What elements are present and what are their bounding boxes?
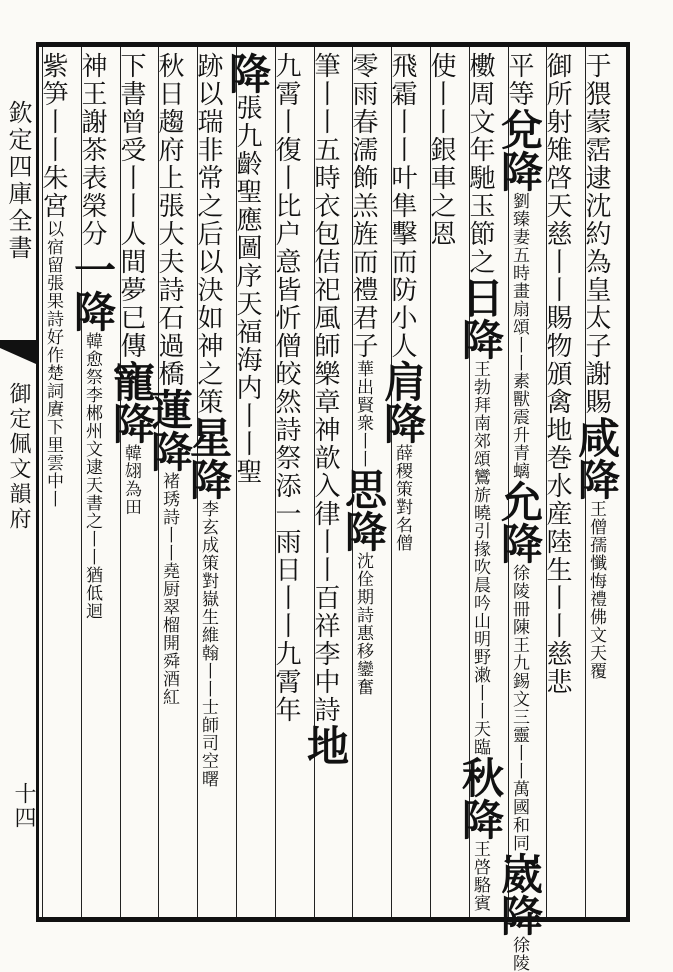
body-text: 零雨春濡飾羔旌而禮君子 xyxy=(348,52,378,360)
headword: 崴降 xyxy=(495,852,544,936)
annotation-text: 以宿留張果詩好作楚詞賡下里雲中丨 xyxy=(43,220,63,508)
frame-right-border xyxy=(626,42,630,922)
headword: 蓮降 xyxy=(145,388,194,472)
annotation-text: 薛稷策對名僧 xyxy=(392,444,412,552)
body-text: 飛霜丨丨叶隼擊而防小人 xyxy=(387,52,417,360)
annotation-text: 褚琇詩丨丨堯厨翠榴開舜酒紅 xyxy=(159,472,179,706)
headword: 寵降 xyxy=(107,360,156,444)
annotation-text: 韓愈祭李郴州文逮天書之丨丨猶低迴 xyxy=(82,332,102,620)
annotation-text: 徐陵冊陳王九錫文三靈丨丨萬國和同 xyxy=(509,564,529,852)
annotation-text: 李玄成策對嶽生維翰丨丨士師司空曙 xyxy=(198,500,218,788)
headword: 降 xyxy=(223,52,272,94)
text-column xyxy=(107,52,158,912)
body-text: 平等 xyxy=(504,52,534,108)
body-text: 九霄丨復丨比户意皆忻僧皎然詩祭添一雨日丨丨九霄年 xyxy=(271,52,301,724)
body-text: 櫢周文年馳玉節之 xyxy=(465,52,495,276)
headword: 星降 xyxy=(184,416,233,500)
headword: 日降 xyxy=(456,276,505,360)
body-text: 張九齡聖應圖序天福海内丨丨聖 xyxy=(232,94,262,486)
body-text: 神王謝茶表榮分 xyxy=(77,52,107,248)
headword: 地 xyxy=(301,724,350,766)
text-column xyxy=(271,52,313,912)
headword: 一降 xyxy=(68,248,117,332)
headword: 肩降 xyxy=(378,360,427,444)
annotation-text: 王僧孺懺悔禮佛文天覆 xyxy=(586,500,606,680)
section-title: 御定佩文韻府 xyxy=(6,382,31,532)
frame-top-border xyxy=(36,42,630,47)
text-column xyxy=(339,52,390,912)
body-text: 秋日趨府上張大夫詩石過橋 xyxy=(154,52,184,388)
body-text: 于猥蒙霑逮沈約為皇太子謝賜 xyxy=(581,52,611,416)
text-column xyxy=(456,52,507,912)
annotation-text: 王啓駱賓 xyxy=(470,840,490,912)
text-column xyxy=(542,52,584,912)
headword: 秋降 xyxy=(456,756,505,840)
headword: 咸降 xyxy=(572,416,621,500)
page-number: 十四 xyxy=(11,782,36,830)
body-text: 使丨丨銀車之恩 xyxy=(426,52,456,248)
body-text: 地巻水産陸生丨丨慈悲 xyxy=(542,416,572,696)
text-column xyxy=(68,52,119,912)
headword: 允降 xyxy=(495,480,544,564)
text-column xyxy=(572,52,623,912)
text-column xyxy=(184,52,235,912)
annotation-text: 劉臻妻五時畫扇頌丨丨素獸震升青螭 xyxy=(509,192,529,480)
body-text: 跡以瑞非常之后以決如神之策 xyxy=(193,52,223,416)
headword: 思降 xyxy=(339,468,388,552)
text-column xyxy=(495,52,546,972)
text-column xyxy=(145,52,196,912)
annotation-text: 韓翃為田 xyxy=(121,444,141,516)
body-text: 御所射雉啓天慈丨丨賜物頒禽 xyxy=(542,52,572,416)
body-text: 下書曾受丨丨人間夢已傳 xyxy=(116,52,146,360)
text-column xyxy=(426,52,468,912)
annotation-text: 華出賢衆丨丨 xyxy=(353,360,373,468)
text-column xyxy=(378,52,429,912)
annotation-text: 沈佺期詩惠移鑾奮 xyxy=(353,552,373,696)
text-column xyxy=(38,52,80,912)
book-title: 欽定四庫全書 xyxy=(4,100,32,262)
body-text: 筆丨丨五時衣包佶祀風師樂章神歆入律丨丨百祥李中詩 xyxy=(310,52,340,724)
body-text: 紫笋丨丨朱宮 xyxy=(38,52,68,220)
headword: 兌降 xyxy=(495,108,544,192)
text-column xyxy=(223,52,274,912)
annotation-text: 王勃拜南郊頌鸞旂曉引掾吹晨吟山明野潄丨丨天臨 xyxy=(470,360,490,756)
text-column xyxy=(301,52,352,912)
annotation-text: 徐陵 xyxy=(509,936,529,972)
